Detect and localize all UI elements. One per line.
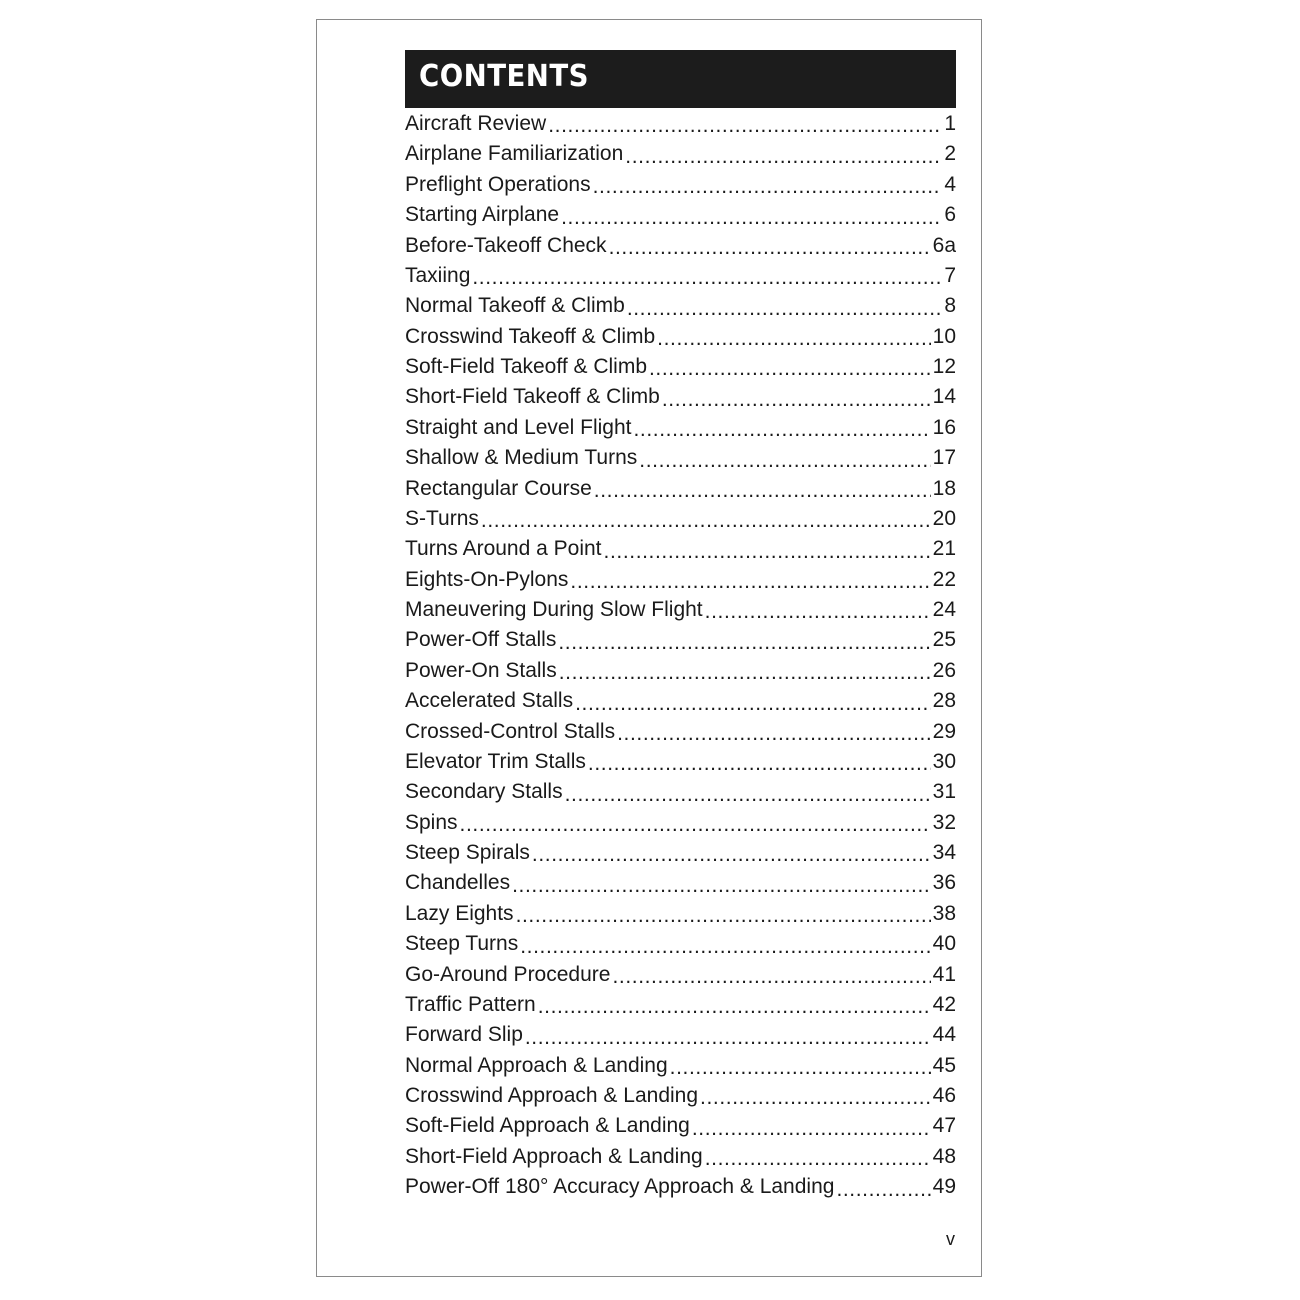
toc-entry	[405, 1054, 956, 1084]
toc-entry	[405, 932, 956, 962]
toc-entry-page-number: 25	[932, 628, 956, 652]
toc-entry-title: Straight and Level Flight	[405, 415, 632, 439]
toc-dot-leader	[639, 446, 930, 476]
toc-entry-page-number: 40	[932, 932, 956, 956]
toc-entry-title: Lazy Eights	[405, 901, 514, 925]
toc-entry-title: Taxiing	[405, 263, 471, 287]
toc-entry	[405, 780, 956, 810]
toc-entry-title: Crosswind Approach & Landing	[405, 1084, 699, 1107]
toc-dot-leader	[609, 234, 931, 264]
toc-dot-leader	[670, 1054, 931, 1084]
toc-entry-page-number: 20	[932, 506, 956, 530]
toc-dot-leader	[604, 537, 931, 567]
toc-entry-page-number: 30	[932, 749, 956, 773]
toc-dot-leader	[532, 841, 931, 871]
toc-entry-title: Maneuvering During Slow Flight	[405, 598, 703, 621]
toc-entry	[405, 1023, 956, 1053]
toc-dot-leader	[625, 142, 942, 172]
toc-dot-leader	[512, 871, 931, 901]
toc-dot-leader	[525, 1023, 931, 1053]
toc-entry	[405, 720, 956, 750]
toc-entry	[405, 1145, 956, 1175]
toc-entry-page-number: 1	[944, 112, 956, 135]
toc-entry-title: Power-Off 180° Accuracy Approach & Landing	[405, 1175, 835, 1199]
toc-dot-leader	[559, 659, 931, 689]
toc-dot-leader	[700, 1084, 931, 1114]
toc-entry-page-number: 38	[932, 901, 956, 925]
toc-entry	[405, 811, 956, 841]
toc-entry	[405, 294, 956, 324]
toc-entry-page-number: 12	[932, 355, 956, 378]
toc-entry-page-number: 29	[932, 719, 956, 743]
page-title: CONTENTS	[419, 59, 589, 94]
toc-entry-title: Steep Turns	[405, 932, 519, 956]
toc-entry-title: Soft-Field Takeoff & Climb	[405, 355, 647, 378]
toc-entry	[405, 628, 956, 658]
toc-entry-page-number: 48	[932, 1144, 956, 1168]
toc-entry	[405, 963, 956, 993]
toc-entry-page-number: 42	[932, 992, 956, 1016]
toc-entry-page-number: 46	[932, 1084, 956, 1107]
toc-entry-page-number: 4	[944, 172, 956, 196]
toc-entry-page-number: 36	[932, 871, 956, 895]
toc-dot-leader	[538, 993, 931, 1023]
toc-entry-title: Eights-On-Pylons	[405, 567, 569, 591]
toc-dot-leader	[627, 294, 943, 324]
toc-entry-page-number: 22	[932, 567, 956, 591]
toc-entry	[405, 750, 956, 780]
toc-entry-title: Chandelles	[405, 871, 511, 895]
toc-entry-title: Secondary Stalls	[405, 780, 563, 804]
toc-entry-title: Forward Slip	[405, 1023, 523, 1047]
toc-entry-title: Soft-Field Approach & Landing	[405, 1114, 690, 1138]
toc-dot-leader	[705, 598, 931, 628]
toc-entry	[405, 902, 956, 932]
toc-entry-title: Elevator Trim Stalls	[405, 749, 586, 773]
toc-entry-title: Starting Airplane	[405, 203, 560, 227]
toc-entry-title: Steep Spirals	[405, 841, 530, 864]
toc-entry-page-number: 45	[932, 1053, 956, 1077]
toc-entry-title: Traffic Pattern	[405, 992, 536, 1016]
toc-entry	[405, 264, 956, 294]
toc-entry	[405, 568, 956, 598]
toc-dot-leader	[594, 477, 931, 507]
toc-entry-page-number: 6a	[932, 233, 956, 257]
toc-dot-leader	[692, 1114, 931, 1144]
toc-entry-page-number: 10	[932, 324, 956, 348]
toc-entry-page-number: 8	[944, 294, 956, 318]
toc-entry	[405, 173, 956, 203]
toc-entry	[405, 112, 956, 142]
toc-entry-page-number: 26	[932, 658, 956, 682]
toc-entry	[405, 477, 956, 507]
toc-entry-page-number: 2	[944, 142, 956, 166]
toc-dot-leader	[612, 963, 930, 993]
toc-dot-leader	[633, 416, 930, 446]
toc-dot-leader	[481, 507, 931, 537]
toc-entry-page-number: 6	[944, 203, 956, 227]
toc-entry-page-number: 17	[932, 446, 956, 470]
toc-entry	[405, 659, 956, 689]
toc-entry-title: Turns Around a Point	[405, 537, 602, 561]
toc-entry	[405, 234, 956, 264]
toc-entry-title: Crosswind Takeoff & Climb	[405, 324, 656, 348]
toc-entry	[405, 203, 956, 233]
toc-entry	[405, 537, 956, 567]
toc-entry	[405, 1084, 956, 1114]
toc-entry	[405, 1175, 956, 1205]
toc-entry-title: Crossed-Control Stalls	[405, 719, 616, 743]
toc-entry	[405, 689, 956, 719]
toc-entry-title: Shallow & Medium Turns	[405, 446, 638, 470]
toc-entry-page-number: 24	[932, 598, 956, 621]
toc-entry	[405, 841, 956, 871]
toc-entry-title: Normal Approach & Landing	[405, 1053, 668, 1077]
toc-entry-page-number: 49	[932, 1175, 956, 1199]
toc-entry	[405, 598, 956, 628]
book-page	[316, 19, 982, 1277]
toc-dot-leader	[516, 902, 931, 932]
toc-entry-page-number: 7	[944, 263, 956, 287]
toc-entry-title: Normal Takeoff & Climb	[405, 294, 625, 318]
toc-entry-title: Short-Field Approach & Landing	[405, 1144, 703, 1168]
toc-entry-page-number: 21	[932, 537, 956, 561]
toc-entry-title: Power-On Stalls	[405, 658, 557, 682]
toc-entry-title: Rectangular Course	[405, 476, 592, 500]
page-folio: v	[946, 1229, 955, 1249]
toc-dot-leader	[575, 689, 931, 719]
toc-dot-leader	[558, 628, 930, 658]
toc-entry	[405, 1114, 956, 1144]
toc-entry-title: Before-Takeoff Check	[405, 233, 607, 257]
toc-entry	[405, 871, 956, 901]
toc-entry-title: S-Turns	[405, 506, 479, 530]
contents-header-bar	[405, 50, 956, 108]
toc-dot-leader	[565, 780, 931, 810]
toc-dot-leader	[548, 112, 942, 142]
toc-entry-title: Spins	[405, 810, 458, 834]
toc-entry-page-number: 28	[932, 689, 956, 713]
toc-entry-title: Airplane Familiarization	[405, 142, 624, 166]
toc-dot-leader	[570, 568, 930, 598]
toc-entry	[405, 416, 956, 446]
toc-entry-title: Go-Around Procedure	[405, 962, 611, 986]
table-of-contents	[405, 112, 956, 1206]
toc-entry-title: Short-Field Takeoff & Climb	[405, 385, 660, 409]
toc-entry-title: Power-Off Stalls	[405, 628, 557, 652]
toc-entry	[405, 355, 956, 385]
toc-dot-leader	[472, 264, 942, 294]
toc-entry	[405, 507, 956, 537]
toc-entry-title: Aircraft Review	[405, 112, 547, 135]
toc-entry	[405, 142, 956, 172]
toc-entry	[405, 993, 956, 1023]
toc-entry-page-number: 14	[932, 385, 956, 409]
toc-entry-page-number: 31	[932, 780, 956, 804]
toc-dot-leader	[836, 1175, 930, 1205]
toc-dot-leader	[649, 355, 931, 385]
toc-dot-leader	[588, 750, 931, 780]
toc-entry-page-number: 32	[932, 810, 956, 834]
toc-entry	[405, 325, 956, 355]
toc-dot-leader	[657, 325, 930, 355]
toc-entry-page-number: 34	[932, 841, 956, 864]
toc-entry-page-number: 47	[932, 1114, 956, 1138]
toc-dot-leader	[460, 811, 931, 841]
toc-entry	[405, 446, 956, 476]
toc-dot-leader	[520, 932, 930, 962]
toc-entry-title: Accelerated Stalls	[405, 689, 574, 713]
toc-dot-leader	[705, 1145, 931, 1175]
toc-entry-page-number: 18	[932, 476, 956, 500]
toc-entry-page-number: 44	[932, 1023, 956, 1047]
toc-dot-leader	[617, 720, 931, 750]
toc-entry-title: Preflight Operations	[405, 172, 591, 196]
toc-dot-leader	[593, 173, 943, 203]
toc-dot-leader	[561, 203, 942, 233]
toc-dot-leader	[662, 385, 931, 415]
toc-entry-page-number: 16	[932, 415, 956, 439]
toc-entry	[405, 385, 956, 415]
toc-entry-page-number: 41	[932, 962, 956, 986]
